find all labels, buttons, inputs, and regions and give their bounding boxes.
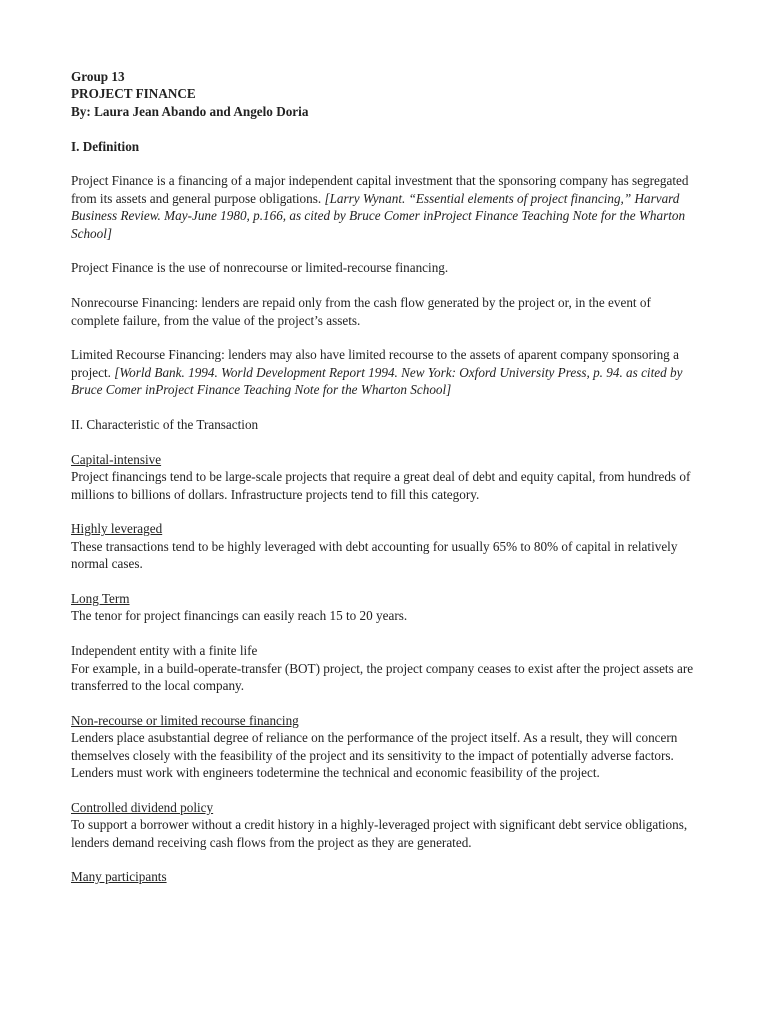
definition-paragraph: [71, 172, 696, 242]
definition-text: Project Finance is a financing of a major independent capital investment that the sponsoring company has segregated from its assets and general purpose obligations.: [71, 173, 689, 206]
characteristic-item: [71, 642, 696, 694]
characteristic-title: Non-recourse or limited recourse financing: [71, 712, 299, 728]
characteristic-item: [71, 451, 696, 503]
nonrecourse-paragraph: Nonrecourse Financing: lenders are repaid only from the cash flow generated by the project or, in the event of complete failure, from the value of the project’s assets.: [71, 295, 651, 328]
limited-recourse-text: Limited Recourse Financing: lenders may also have limited recourse to the assets of aparent company sponsoring a project.: [71, 347, 679, 380]
characteristic-title: Highly leveraged: [71, 521, 163, 537]
characteristic-item: [71, 590, 696, 625]
characteristic-item: [71, 799, 696, 851]
characteristic-title: Controlled dividend policy: [71, 799, 214, 815]
characteristic-body: For example, in a build-operate-transfer (BOT) project, the project company ceases to exist after the project assets are transferred to the local company.: [71, 660, 694, 694]
characteristic-body: Project financings tend to be large-scale projects that require a great deal of debt and equity capital, from hundreds of millions to billions of dollars. Infrastructure projects tend to fill this category.: [71, 469, 691, 502]
characteristic-body: To support a borrower without a credit history in a highly-leveraged project with significant debt service obligations, lenders demand receiving cash flows from the project as they are generated.: [71, 817, 688, 850]
document-title: PROJECT FINANCE: [71, 86, 196, 102]
characteristic-title: Independent entity with a finite life: [71, 643, 258, 659]
section-heading-characteristics: II. Characteristic of the Transaction: [71, 417, 259, 433]
group-label: Group 13: [71, 69, 125, 84]
limited-recourse-paragraph: [71, 346, 696, 398]
characteristic-title: Capital-intensive: [71, 451, 162, 467]
limited-recourse-citation: [World Bank. 1994. World Development Report 1994. New York: Oxford University Press, p. 94. as cited by Bruce Comer inProject Finance Teaching Note for the Wharton School]: [71, 364, 683, 398]
definition-citation: [Larry Wynant. “Essential elements of project financing,” Harvard Business Review. May-June 1980, p.166, as cited by Bruce Comer inProject Finance Teaching Note for the Wharton School]: [71, 190, 686, 241]
characteristic-body: The tenor for project financings can easily reach 15 to 20 years.: [71, 608, 408, 624]
authors-line: By: Laura Jean Abando and Angelo Doria: [71, 103, 309, 119]
characteristic-title: Long Term: [71, 591, 130, 607]
characteristic-title: Many participants: [71, 869, 167, 885]
section-heading-definition: I. Definition: [71, 138, 140, 154]
recourse-paragraph: Project Finance is the use of nonrecourse or limited-recourse financing.: [71, 260, 449, 276]
characteristic-body: These transactions tend to be highly leveraged with debt accounting for usually 65% to 80% of capital in relatively normal cases.: [71, 538, 678, 572]
characteristic-item: [71, 868, 696, 885]
characteristic-item: [71, 520, 696, 572]
characteristic-item: [71, 712, 696, 782]
characteristic-body: Lenders place asubstantial degree of reliance on the performance of the project itself. As a result, they will concern themselves closely with the feasibility of the project and its sensitivity to the impact of potentially adverse factors. Lenders must work with engineers todetermine the technical and economic feasibility of the project.: [71, 730, 678, 781]
document-page: [71, 68, 696, 886]
